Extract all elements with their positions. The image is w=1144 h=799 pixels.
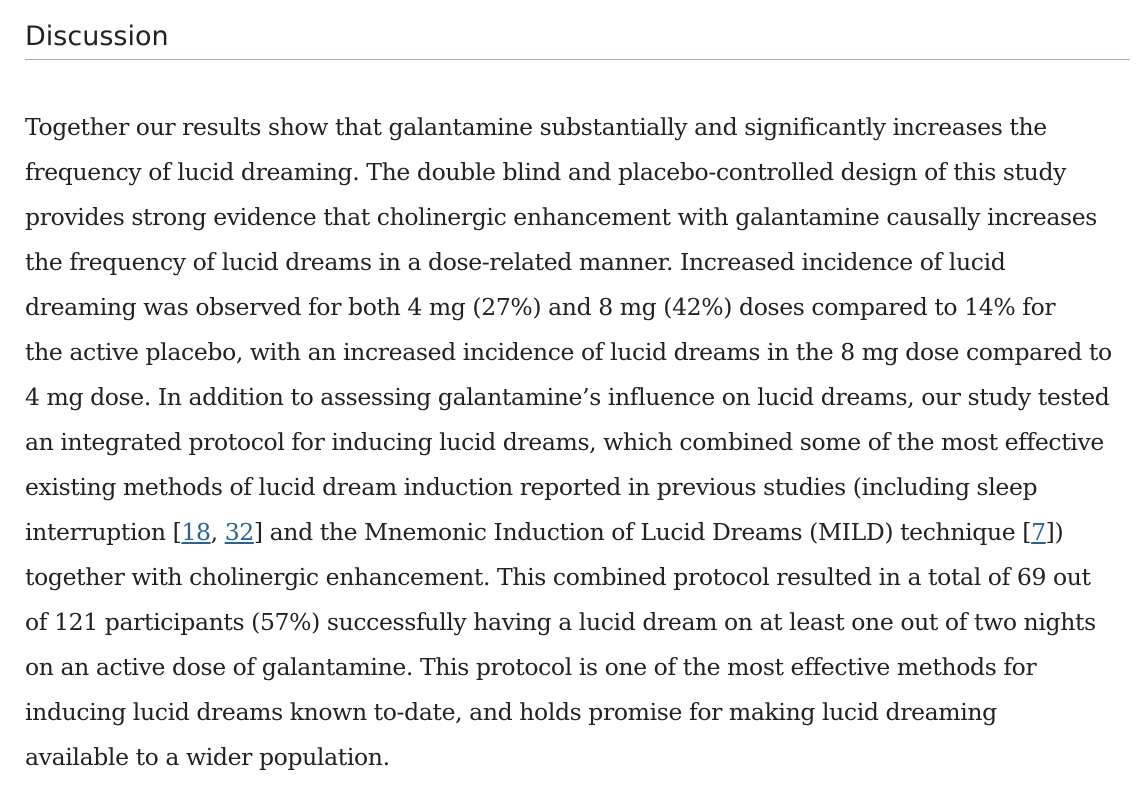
paragraph-line: frequency of lucid dreaming. The double blind and placebo-controlled design of this study bbox=[25, 158, 1067, 186]
text-fragment: ] and the Mnemonic Induction of Lucid Dreams (MILD) technique [ bbox=[253, 518, 1032, 546]
discussion-section bbox=[25, 0, 1130, 771]
reference-link-32[interactable]: 32 bbox=[224, 518, 254, 546]
paragraph-line: of 121 participants (57%) successfully having a lucid dream on at least one out of two nights bbox=[25, 608, 1096, 636]
paragraph-line: together with cholinergic enhancement. This combined protocol resulted in a total of 69 out bbox=[25, 563, 1091, 591]
paragraph-line: provides strong evidence that cholinergic enhancement with galantamine causally increases bbox=[25, 203, 1097, 231]
reference-link-18[interactable]: 18 bbox=[181, 518, 211, 546]
reference-link-7[interactable]: 7 bbox=[1031, 518, 1046, 546]
paragraph-line: dreaming was observed for both 4 mg (27%) and 8 mg (42%) doses compared to 14% for bbox=[25, 293, 1056, 321]
paragraph-line: 4 mg dose. In addition to assessing galantamine’s influence on lucid dreams, our study tested bbox=[25, 383, 1110, 411]
paragraph-line: existing methods of lucid dream induction reported in previous studies (including sleep bbox=[25, 473, 1038, 501]
text-fragment: , bbox=[210, 518, 225, 546]
paragraph-line-with-refs bbox=[25, 510, 1130, 555]
paragraph-line: inducing lucid dreams known to-date, and holds promise for making lucid dreaming bbox=[25, 698, 997, 726]
paragraph-line: the frequency of lucid dreams in a dose-related manner. Increased incidence of lucid bbox=[25, 248, 1006, 276]
discussion-paragraph bbox=[25, 105, 1130, 780]
text-fragment: interruption [ bbox=[25, 518, 182, 546]
paragraph-line: an integrated protocol for inducing lucid dreams, which combined some of the most effective bbox=[25, 428, 1104, 456]
text-fragment: ]) bbox=[1045, 518, 1064, 546]
paragraph-line: available to a wider population. bbox=[25, 743, 390, 771]
paragraph-line: on an active dose of galantamine. This protocol is one of the most effective methods for bbox=[25, 653, 1037, 681]
section-heading: Discussion bbox=[25, 0, 1130, 60]
paragraph-line: Together our results show that galantamine substantially and significantly increases the bbox=[25, 113, 1047, 141]
paragraph-line: the active placebo, with an increased incidence of lucid dreams in the 8 mg dose compared to bbox=[25, 338, 1112, 366]
